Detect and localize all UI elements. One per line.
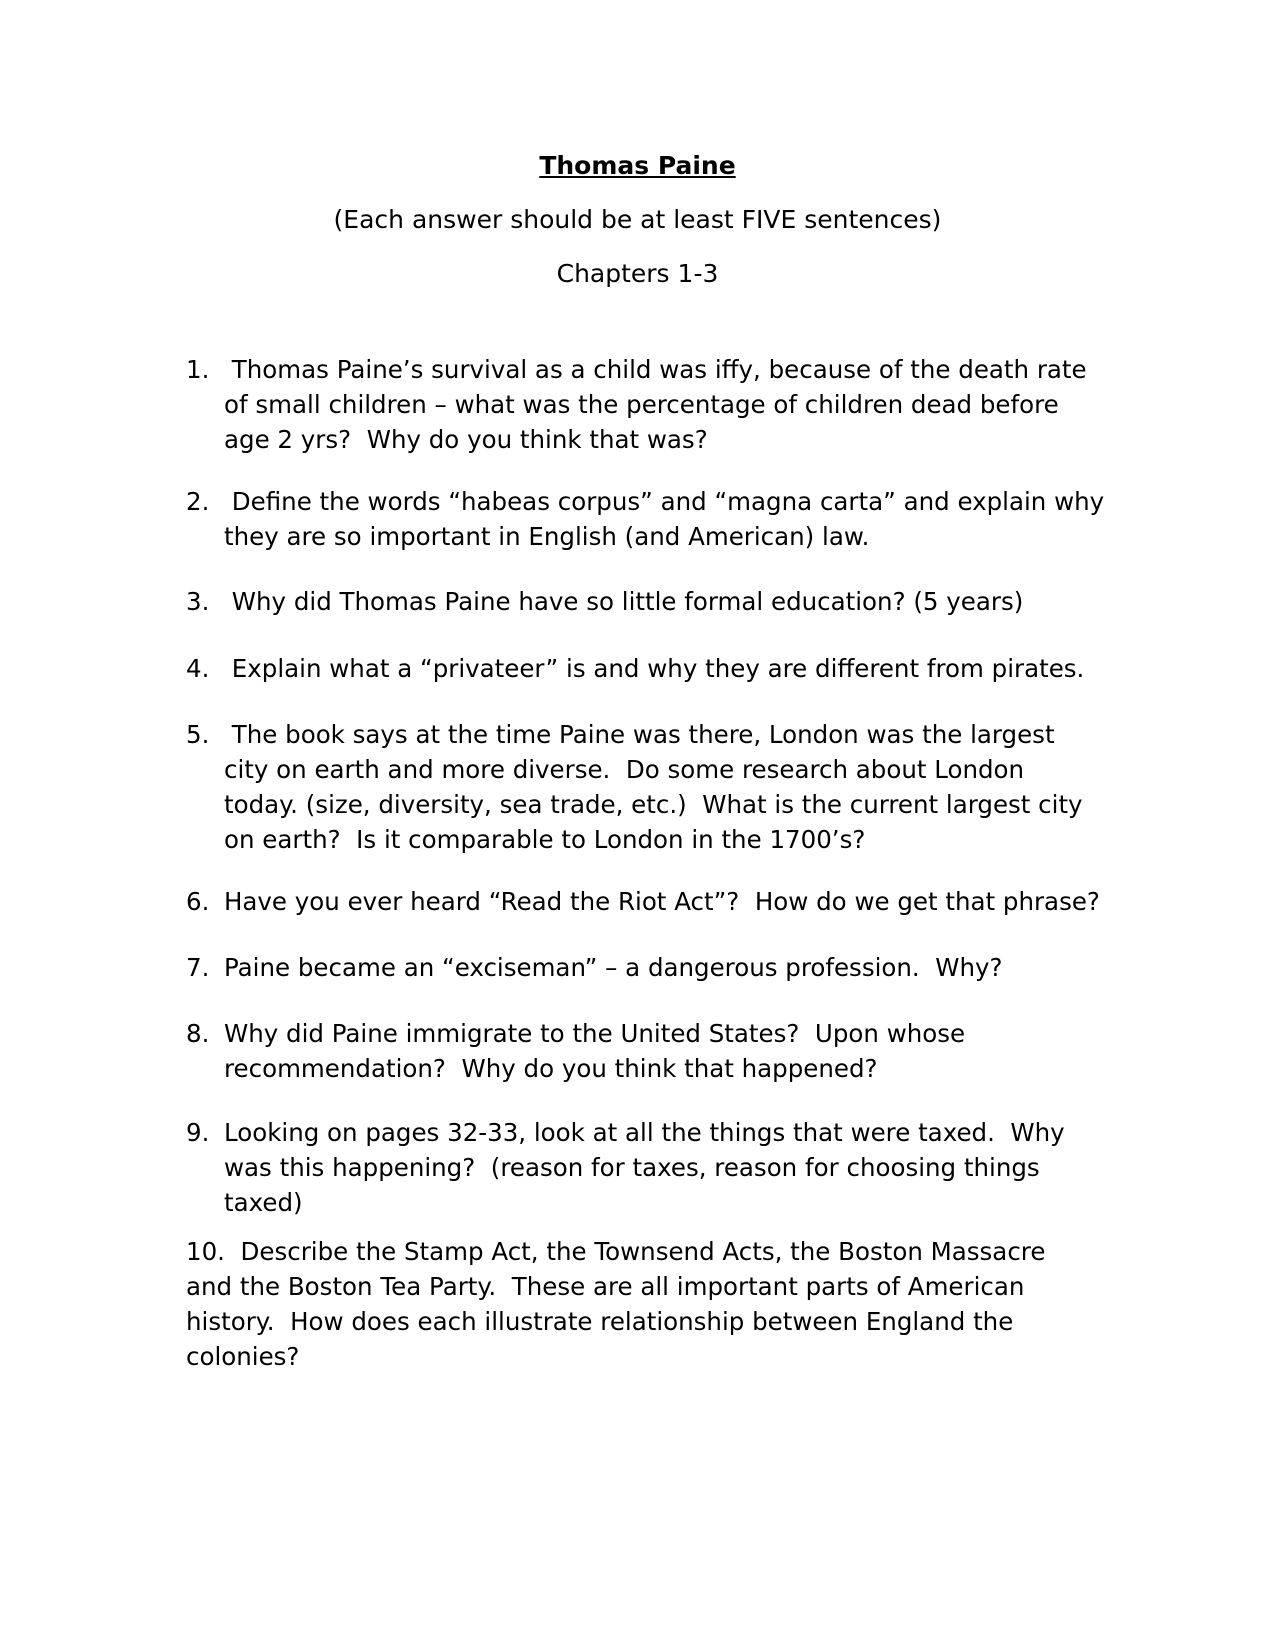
question-8 (186, 1016, 1126, 1086)
question-10: 10. Describe the Stamp Act, the Townsend Acts, the Boston Massacre and the Boston Tea Party. These are all important parts of American history. How does each illustrate relationship between England the colonies? (186, 1237, 1046, 1371)
document-title: Thomas Paine (539, 151, 736, 180)
question-text: Have you ever heard “Read the Riot Act”? How do we get that phrase? (224, 887, 1100, 916)
question-text: Why did Paine immigrate to the United States? Upon whose recommendation? Why do you think that happened? (224, 1019, 966, 1083)
question-text: Explain what a “privateer” is and why they are different from pirates. (224, 654, 1085, 683)
question-5 (186, 717, 1126, 857)
question-text: Looking on pages 32-33, look at all the things that were taxed. Why was this happening? (reason for taxes, reason for choosing things taxed) (224, 1118, 1065, 1217)
question-3 (186, 584, 1126, 619)
question-text: Thomas Paine’s survival as a child was iffy, because of the death rate of small children – what was the percentage of children dead before age 2 yrs? Why do you think that was? (224, 355, 1087, 454)
question-number: 3. (186, 587, 210, 616)
question-9 (186, 1115, 1126, 1220)
question-text: The book says at the time Paine was there, London was the largest city on earth and more diverse. Do some research about London today. (size, diversity, sea trade, etc.) What is the current largest city on earth? Is it comparable to London in the 1700’s? (224, 720, 1083, 854)
question-2 (186, 484, 1126, 554)
question-1 (186, 352, 1126, 457)
question-7 (186, 950, 1126, 985)
question-number: 5. (186, 720, 210, 749)
question-number: 8. (186, 1019, 210, 1048)
question-number: 1. (186, 355, 210, 384)
chapters-line: Chapters 1-3 (556, 259, 719, 288)
question-text: Paine became an “exciseman” – a dangerous profession. Why? (224, 953, 1003, 982)
question-text: Why did Thomas Paine have so little formal education? (5 years) (224, 587, 1024, 616)
question-text: Define the words “habeas corpus” and “magna carta” and explain why they are so important in English (and American) law. (224, 487, 1105, 551)
question-number: 6. (186, 887, 210, 916)
question-6 (186, 884, 1126, 919)
question-number: 4. (186, 654, 210, 683)
question-4 (186, 651, 1126, 686)
question-number: 9. (186, 1118, 210, 1147)
question-number: 2. (186, 487, 210, 516)
question-number: 7. (186, 953, 210, 982)
instructions-line: (Each answer should be at least FIVE sentences) (333, 205, 942, 234)
